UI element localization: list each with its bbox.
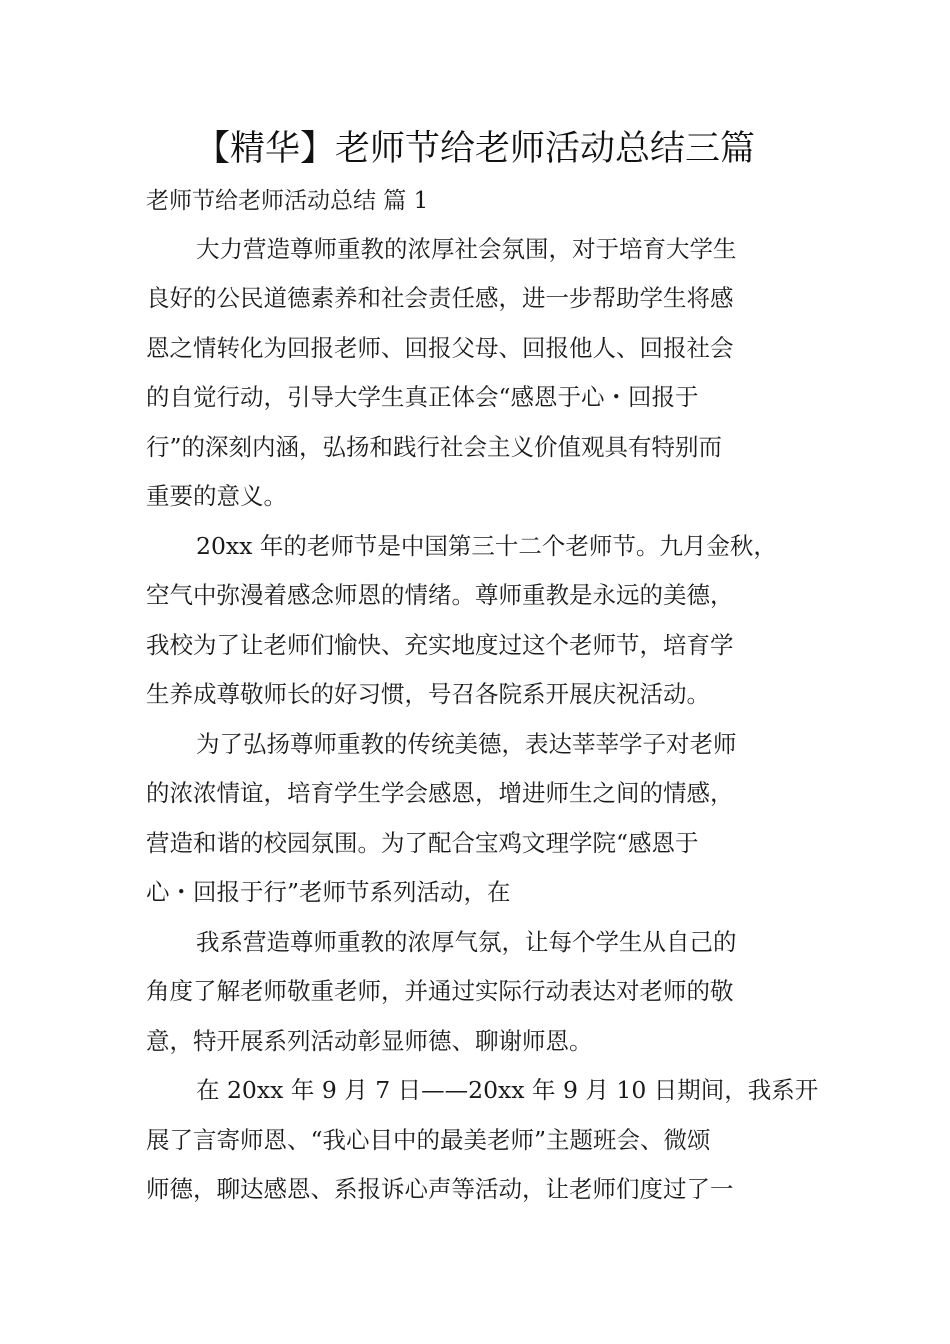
paragraph-line: 意，特开展系列活动彰显师德、聊谢师恩。 — [146, 1027, 593, 1055]
paragraph-line: 恩之情转化为回报老师、回报父母、回报他人、回报社会 — [146, 334, 734, 362]
paragraph-line: 的浓浓情谊，培育学生学会感恩，增进师生之间的情感， — [146, 779, 734, 807]
document-title: 【精华】老师节给老师活动总结三篇 — [194, 129, 755, 169]
paragraph-line: 大力营造尊师重教的浓厚社会氛围，对于培育大学生 — [196, 235, 737, 263]
paragraph-line: 20xx 年的老师节是中国第三十二个老师节。九月金秋， — [196, 532, 777, 560]
paragraph-line: 心・回报于行”老师节系列活动，在 — [146, 878, 511, 906]
paragraph-line: 行”的深刻内涵，弘扬和践行社会主义价值观具有特别而 — [146, 433, 723, 461]
paragraph-line: 我校为了让老师们愉快、充实地度过这个老师节，培育学 — [146, 631, 734, 659]
section-heading: 老师节给老师活动总结 篇 1 — [146, 188, 429, 214]
paragraph-line: 良好的公民道德素养和社会责任感，进一步帮助学生将感 — [146, 284, 734, 312]
paragraph-line: 空气中弥漫着感念师恩的情绪。尊师重教是永远的美德， — [146, 581, 734, 609]
paragraph-line: 重要的意义。 — [146, 482, 287, 510]
paragraph-line: 在 20xx 年 9 月 7 日——20xx 年 9 月 10 日期间，我系开 — [196, 1076, 819, 1104]
paragraph-line: 师德，聊达感恩、系报诉心声等活动，让老师们度过了一 — [146, 1175, 734, 1203]
paragraph-line: 角度了解老师敬重老师，并通过实际行动表达对老师的敬 — [146, 977, 734, 1005]
paragraph-line: 的自觉行动，引导大学生真正体会“感恩于心・回报于 — [146, 383, 699, 411]
paragraph-line: 为了弘扬尊师重教的传统美德，表达莘莘学子对老师 — [196, 730, 737, 758]
paragraph-line: 营造和谐的校园氛围。为了配合宝鸡文理学院“感恩于 — [146, 829, 699, 857]
paragraph-line: 我系营造尊师重教的浓厚气氛，让每个学生从自己的 — [196, 928, 737, 956]
paragraph-line: 展了言寄师恩、“我心目中的最美老师”主题班会、微颂 — [146, 1126, 711, 1154]
paragraph-line: 生养成尊敬师长的好习惯，号召各院系开展庆祝活动。 — [146, 680, 710, 708]
